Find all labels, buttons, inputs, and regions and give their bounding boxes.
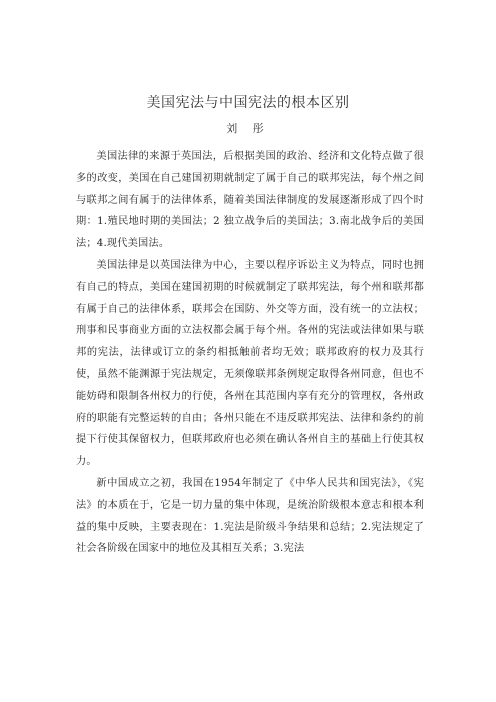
- document-author: 刘 彤: [226, 122, 270, 135]
- paragraph-2: 美国法律是以英国法律为中心，主要以程序诉讼主义为特点，同时也拥有自己的特点，美国在建国初期的时候就制定了联邦宪法，每个州和联邦都有属于自己的法律体系，联邦会在国防、外交等方面，没有统一的立法权；刑事和民事商业方面的立法权都会属于每个州。各州的宪法或法律如果与联邦的宪法，法律或订立的条约相抵触前者均无效；联邦政府的权力及其行使，虽然不能渊源于宪法规定，无须像联邦条例规定取得各州同意，但也不能妨碍和限制各州权力的行使，各州在其范围内享有充分的管理权，各州政府的职能有完整运转的自由；各州只能在不违反联邦宪法、法律和条约的前提下行使其保留权力，但联邦政府也必须在确认各州自主的基础上行使其权力。: [76, 259, 424, 468]
- paragraph-3: 新中国成立之初，我国在1954年制定了《中华人民共和国宪法》，《宪法》的本质在于，它是一切力量的集中体现，是统治阶级根本意志和根本利益的集中反映，主要表现在：1.宪法是阶级斗争结果和总结；2.宪法规定了社会各阶级在国家中的地位及其相互关系；3.宪法: [76, 477, 424, 555]
- document-body: [76, 146, 424, 560]
- paragraph-1: 美国法律的来源于英国法，后根据美国的政治、经济和文化特点做了很多的改变，美国在自己建国初期就制定了属于自己的联邦宪法，每个州之间与联邦之间有属于的法律体系，随着美国法律制度的发展逐渐形成了四个时期：1.殖民地时期的美国法；2 独立战争后的美国法；3.南北战争后的美国法；4.现代美国法。: [76, 151, 424, 250]
- document-title: 美国宪法与中国宪法的根本区别: [146, 95, 350, 111]
